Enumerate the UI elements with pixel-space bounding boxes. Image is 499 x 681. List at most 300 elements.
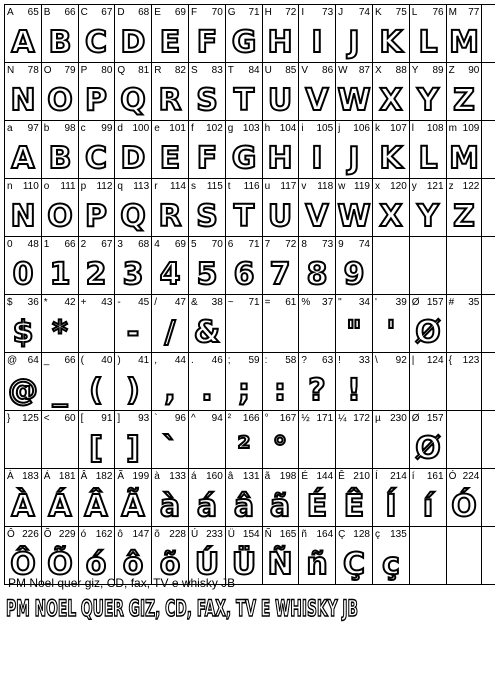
glyph-image xyxy=(304,488,330,522)
char-code: 157 xyxy=(426,413,444,424)
char-label: J xyxy=(338,7,344,18)
glyph-cell xyxy=(78,121,115,178)
glyph-image xyxy=(194,314,220,348)
cell-header xyxy=(301,6,333,19)
char-code: 46 xyxy=(211,355,223,366)
glyph-cell xyxy=(262,63,299,120)
char-label: E xyxy=(154,7,161,18)
cell-header xyxy=(449,470,480,483)
cell-header xyxy=(44,64,76,77)
char-label: ô xyxy=(117,529,123,540)
char-code: 70 xyxy=(211,7,223,18)
glyph-preview xyxy=(152,371,188,407)
glyph-cell xyxy=(225,411,262,468)
glyph-cell xyxy=(372,411,409,468)
cell-header xyxy=(7,6,39,19)
glyph-preview xyxy=(410,81,446,117)
glyph-image xyxy=(47,140,73,174)
glyph-preview xyxy=(410,313,446,349)
char-label: 2 xyxy=(80,239,87,250)
char-code: 85 xyxy=(285,65,297,76)
char-label: ° xyxy=(264,413,269,424)
glyph-char: F xyxy=(196,141,218,176)
char-code: 157 xyxy=(426,297,444,308)
cell-header xyxy=(117,6,149,19)
glyph-cell xyxy=(335,63,372,120)
cell-header xyxy=(375,238,407,251)
glyph-preview xyxy=(189,139,225,175)
char-label: Í xyxy=(374,471,378,482)
char-code: 39 xyxy=(395,297,407,308)
cell-header xyxy=(338,412,370,425)
glyph-char: H xyxy=(267,141,294,176)
char-code: 214 xyxy=(390,471,407,482)
glyph-char: à xyxy=(159,489,181,524)
sample-decorative-text xyxy=(6,596,366,622)
cell-header xyxy=(191,354,223,367)
cell-header xyxy=(412,528,444,541)
glyph-image xyxy=(194,546,220,580)
glyph-image xyxy=(304,140,330,174)
glyph-image xyxy=(267,430,293,464)
cell-header xyxy=(265,296,297,309)
glyph-preview xyxy=(226,371,262,407)
cell-header xyxy=(375,64,407,77)
glyph-image xyxy=(47,372,73,406)
glyph-cell xyxy=(372,5,409,62)
cell-header xyxy=(375,354,407,367)
glyph-char: X xyxy=(379,199,403,234)
glyph-char: 9 xyxy=(343,257,365,292)
char-label: e xyxy=(154,123,160,134)
char-code: 76 xyxy=(432,7,444,18)
glyph-image xyxy=(231,82,257,116)
glyph-char: U xyxy=(268,199,293,234)
char-code: 124 xyxy=(426,355,444,366)
cell-header xyxy=(154,122,186,135)
cell-header xyxy=(81,238,113,251)
glyph-preview xyxy=(410,139,446,175)
glyph-cell xyxy=(446,5,483,62)
char-label: Q xyxy=(117,65,126,76)
cell-header xyxy=(44,354,76,367)
char-label: É xyxy=(301,471,309,482)
char-code: 116 xyxy=(243,181,260,192)
char-label: ² xyxy=(227,413,232,424)
char-code: 114 xyxy=(170,181,186,192)
cell-header xyxy=(265,122,297,135)
cell-header xyxy=(412,412,444,425)
cell-header xyxy=(338,296,370,309)
char-label: R xyxy=(154,65,162,76)
glyph-char: ã xyxy=(270,489,291,524)
glyph-image xyxy=(157,82,183,116)
glyph-cell xyxy=(78,411,115,468)
cell-header xyxy=(191,6,223,19)
char-label: ½ xyxy=(301,413,310,424)
glyph-cell xyxy=(298,295,335,352)
char-label: b xyxy=(43,123,50,134)
cell-header xyxy=(265,180,297,193)
char-label: \ xyxy=(374,355,378,366)
char-code: 69 xyxy=(174,7,186,18)
cell-header xyxy=(375,180,407,193)
glyph-preview xyxy=(447,81,482,117)
glyph-image xyxy=(304,198,330,232)
glyph-char: D xyxy=(120,25,146,60)
glyph-char: W xyxy=(337,83,371,118)
cell-header xyxy=(228,64,260,77)
cell-header xyxy=(228,180,260,193)
glyph-char: ô xyxy=(122,547,144,582)
glyph-cell xyxy=(372,527,409,584)
glyph-image xyxy=(231,24,257,58)
glyph-image xyxy=(157,372,183,406)
char-label: D xyxy=(117,7,125,18)
glyph-cell xyxy=(372,121,409,178)
char-label: À xyxy=(7,471,14,482)
cell-header xyxy=(265,528,297,541)
glyph-image xyxy=(337,198,371,234)
glyph-char: á xyxy=(196,489,217,524)
glyph-cell xyxy=(188,469,225,526)
glyph-image xyxy=(194,198,220,232)
glyph-char: S xyxy=(196,199,218,234)
glyph-image xyxy=(120,140,146,174)
cell-header xyxy=(338,470,370,483)
glyph-image xyxy=(415,314,441,348)
glyph-char: ? xyxy=(308,373,326,408)
char-code: 47 xyxy=(174,297,186,308)
glyph-char: & xyxy=(193,315,220,350)
char-code: 44 xyxy=(174,355,186,366)
char-code: 66 xyxy=(64,7,76,18)
glyph-cell xyxy=(225,179,262,236)
glyph-char: , xyxy=(164,373,176,408)
glyph-cell xyxy=(188,295,225,352)
glyph-preview xyxy=(336,81,372,117)
glyph-char: Â xyxy=(84,489,109,524)
cell-header xyxy=(117,180,149,193)
char-code: 66 xyxy=(64,355,76,366)
glyph-image xyxy=(194,82,220,116)
glyph-cell xyxy=(4,5,41,62)
glyph-image xyxy=(157,546,183,580)
glyph-cell xyxy=(41,63,78,120)
glyph-cell xyxy=(188,179,225,236)
glyph-preview xyxy=(336,139,372,175)
cell-header xyxy=(228,238,260,251)
char-code: 64 xyxy=(27,355,39,366)
glyph-char: @ xyxy=(7,373,38,408)
char-label: µ xyxy=(374,413,381,424)
glyph-image xyxy=(194,140,220,174)
char-code: 33 xyxy=(358,355,370,366)
glyph-image xyxy=(83,256,109,290)
glyph-image xyxy=(378,198,404,232)
char-label: O xyxy=(43,65,52,76)
glyph-image xyxy=(267,24,293,58)
glyph-image xyxy=(378,24,404,58)
cell-header xyxy=(338,64,370,77)
glyph-image xyxy=(120,488,146,522)
glyph-image xyxy=(83,430,109,464)
glyph-cell xyxy=(298,5,335,62)
glyph-cell xyxy=(335,237,372,294)
grid-row xyxy=(4,236,495,294)
glyph-cell xyxy=(4,469,41,526)
glyph-image xyxy=(83,488,109,522)
char-code: 98 xyxy=(64,123,76,134)
char-code: 165 xyxy=(279,529,297,540)
char-code: 60 xyxy=(64,413,76,424)
cell-header xyxy=(449,412,480,425)
glyph-char: _ xyxy=(52,373,68,408)
glyph-preview xyxy=(115,255,151,291)
glyph-image xyxy=(451,488,477,522)
glyph-image xyxy=(341,256,367,290)
glyph-image xyxy=(304,24,330,58)
glyph-char: Ø xyxy=(414,431,441,466)
glyph-preview xyxy=(79,23,115,59)
glyph-image xyxy=(451,198,477,232)
char-label: ` xyxy=(154,413,158,424)
glyph-preview xyxy=(5,23,41,59)
grid-row xyxy=(4,4,495,62)
cell-header xyxy=(449,6,480,19)
glyph-char: S xyxy=(196,83,218,118)
glyph-char: ² xyxy=(237,431,251,466)
glyph-image xyxy=(157,430,183,464)
cell-header xyxy=(228,470,260,483)
glyph-preview xyxy=(42,487,78,523)
glyph-char: Õ xyxy=(46,547,73,582)
char-code: 81 xyxy=(138,65,150,76)
char-label: p xyxy=(80,181,87,192)
glyph-image xyxy=(304,82,330,116)
glyph-cell xyxy=(372,353,409,410)
char-code: 233 xyxy=(206,529,223,540)
cell-header xyxy=(154,412,186,425)
glyph-preview xyxy=(189,255,225,291)
glyph-image xyxy=(415,24,441,58)
cell-header xyxy=(191,122,223,135)
cell-header xyxy=(301,470,333,483)
glyph-preview xyxy=(79,139,115,175)
glyph-preview xyxy=(373,139,409,175)
cell-header xyxy=(375,6,407,19)
glyph-char: 1 xyxy=(49,257,71,292)
glyph-preview xyxy=(447,197,482,233)
glyph-char: Q xyxy=(120,83,147,118)
glyph-cell xyxy=(225,5,262,62)
cell-header xyxy=(412,64,444,77)
char-code: 82 xyxy=(174,65,186,76)
glyph-char: K xyxy=(379,25,403,60)
char-label: ^ xyxy=(190,413,196,424)
char-label: h xyxy=(264,123,271,134)
cell-header xyxy=(449,296,480,309)
cell-header xyxy=(191,528,223,541)
char-label: í xyxy=(411,471,415,482)
cell-header xyxy=(228,122,260,135)
glyph-char: Ã xyxy=(121,489,145,524)
glyph-image xyxy=(378,546,404,580)
glyph-char: E xyxy=(159,141,181,176)
sample-decorative-label: PM NOEL QUER GIZ, CD, FAX, TV E WHISKY JB xyxy=(6,597,358,622)
char-label: ¼ xyxy=(338,413,347,424)
glyph-char: ° xyxy=(272,431,288,466)
glyph-image xyxy=(47,546,73,580)
glyph-preview xyxy=(447,139,482,175)
char-label: T xyxy=(227,65,234,76)
glyph-char: P xyxy=(85,83,108,118)
glyph-cell xyxy=(225,63,262,120)
glyph-preview xyxy=(447,23,482,59)
glyph-char: Í xyxy=(385,489,397,524)
glyph-cell xyxy=(335,411,372,468)
glyph-preview xyxy=(5,81,41,117)
cell-header xyxy=(7,64,39,77)
glyph-image xyxy=(451,140,477,174)
glyph-cell xyxy=(151,469,188,526)
cell-header xyxy=(301,64,333,77)
glyph-cell xyxy=(225,237,262,294)
glyph-image xyxy=(120,24,146,58)
glyph-image xyxy=(10,24,36,58)
char-code: 229 xyxy=(58,529,76,540)
glyph-preview xyxy=(79,197,115,233)
glyph-image xyxy=(47,198,73,232)
cell-header xyxy=(265,470,297,483)
char-code: 70 xyxy=(211,239,223,250)
glyph-preview xyxy=(373,23,409,59)
char-label: & xyxy=(190,297,198,308)
glyph-cell xyxy=(225,469,262,526)
glyph-char: P xyxy=(85,199,108,234)
glyph-cell xyxy=(41,5,78,62)
glyph-char: ( xyxy=(89,373,104,408)
cell-header xyxy=(7,122,39,135)
glyph-char: í xyxy=(422,489,433,524)
glyph-cell xyxy=(409,411,446,468)
grid-row xyxy=(4,120,495,178)
glyph-char: 7 xyxy=(270,257,291,292)
char-code: 41 xyxy=(138,355,150,366)
glyph-preview xyxy=(5,487,41,523)
cell-header xyxy=(117,238,149,251)
glyph-cell xyxy=(151,121,188,178)
glyph-char: Ó xyxy=(451,489,477,524)
char-code: 38 xyxy=(211,297,223,308)
char-label: = xyxy=(264,297,271,308)
char-code: 210 xyxy=(353,471,370,482)
glyph-char: D xyxy=(120,141,146,176)
char-label: ç xyxy=(374,529,380,540)
char-code: 73 xyxy=(322,7,334,18)
glyph-cell xyxy=(262,179,299,236)
glyph-preview xyxy=(115,139,151,175)
glyph-cell xyxy=(335,121,372,178)
glyph-image xyxy=(10,140,36,174)
cell-header xyxy=(412,122,444,135)
glyph-preview xyxy=(152,255,188,291)
glyph-cell xyxy=(151,63,188,120)
char-label: { xyxy=(448,355,452,366)
glyph-image xyxy=(10,198,36,232)
cell-header xyxy=(338,6,370,19)
glyph-preview xyxy=(373,81,409,117)
glyph-image xyxy=(10,256,36,290)
glyph-preview xyxy=(336,197,372,233)
cell-header xyxy=(117,528,149,541)
glyph-cell xyxy=(446,179,483,236)
char-label: ] xyxy=(117,413,121,424)
glyph-preview xyxy=(263,487,299,523)
char-label: | xyxy=(411,355,415,366)
glyph-cell xyxy=(409,5,446,62)
glyph-char: A xyxy=(11,141,35,176)
cell-header xyxy=(81,122,113,135)
glyph-image xyxy=(231,256,257,290)
char-label: ! xyxy=(338,355,341,366)
glyph-preview xyxy=(373,545,409,581)
char-code: 167 xyxy=(279,413,297,424)
char-label: c xyxy=(80,123,86,134)
glyph-cell xyxy=(151,179,188,236)
glyph-image xyxy=(337,82,371,118)
char-label: W xyxy=(338,65,348,76)
glyph-preview xyxy=(299,545,335,581)
char-code: 183 xyxy=(22,471,39,482)
glyph-cell xyxy=(262,469,299,526)
char-label: 6 xyxy=(227,239,234,250)
glyph-cell xyxy=(41,353,78,410)
cell-header xyxy=(338,180,370,193)
glyph-image xyxy=(10,314,36,348)
char-label: i xyxy=(301,123,304,134)
glyph-cell xyxy=(78,469,115,526)
glyph-preview xyxy=(115,487,151,523)
glyph-preview xyxy=(226,139,262,175)
char-code: 72 xyxy=(285,7,297,18)
glyph-preview xyxy=(42,313,78,349)
char-code: 68 xyxy=(138,239,150,250)
glyph-char: Ç xyxy=(343,547,366,582)
char-label: P xyxy=(80,65,88,76)
glyph-preview xyxy=(115,81,151,117)
glyph-preview xyxy=(189,81,225,117)
glyph-image xyxy=(120,314,146,348)
glyph-char: Ñ xyxy=(267,547,294,582)
glyph-cell xyxy=(372,63,409,120)
glyph-preview xyxy=(79,487,115,523)
char-label: 5 xyxy=(190,239,197,250)
glyph-image xyxy=(267,256,293,290)
glyph-cell xyxy=(298,63,335,120)
cell-header xyxy=(81,528,113,541)
glyph-char: À xyxy=(11,489,35,524)
char-code: 59 xyxy=(248,355,260,366)
glyph-image xyxy=(157,198,183,232)
glyph-cell xyxy=(188,5,225,62)
cell-header xyxy=(81,6,113,19)
char-code: 84 xyxy=(248,65,260,76)
char-code: 67 xyxy=(101,239,113,250)
glyph-preview xyxy=(263,139,299,175)
glyph-char: E xyxy=(159,25,181,60)
glyph-char: $ xyxy=(12,315,34,350)
